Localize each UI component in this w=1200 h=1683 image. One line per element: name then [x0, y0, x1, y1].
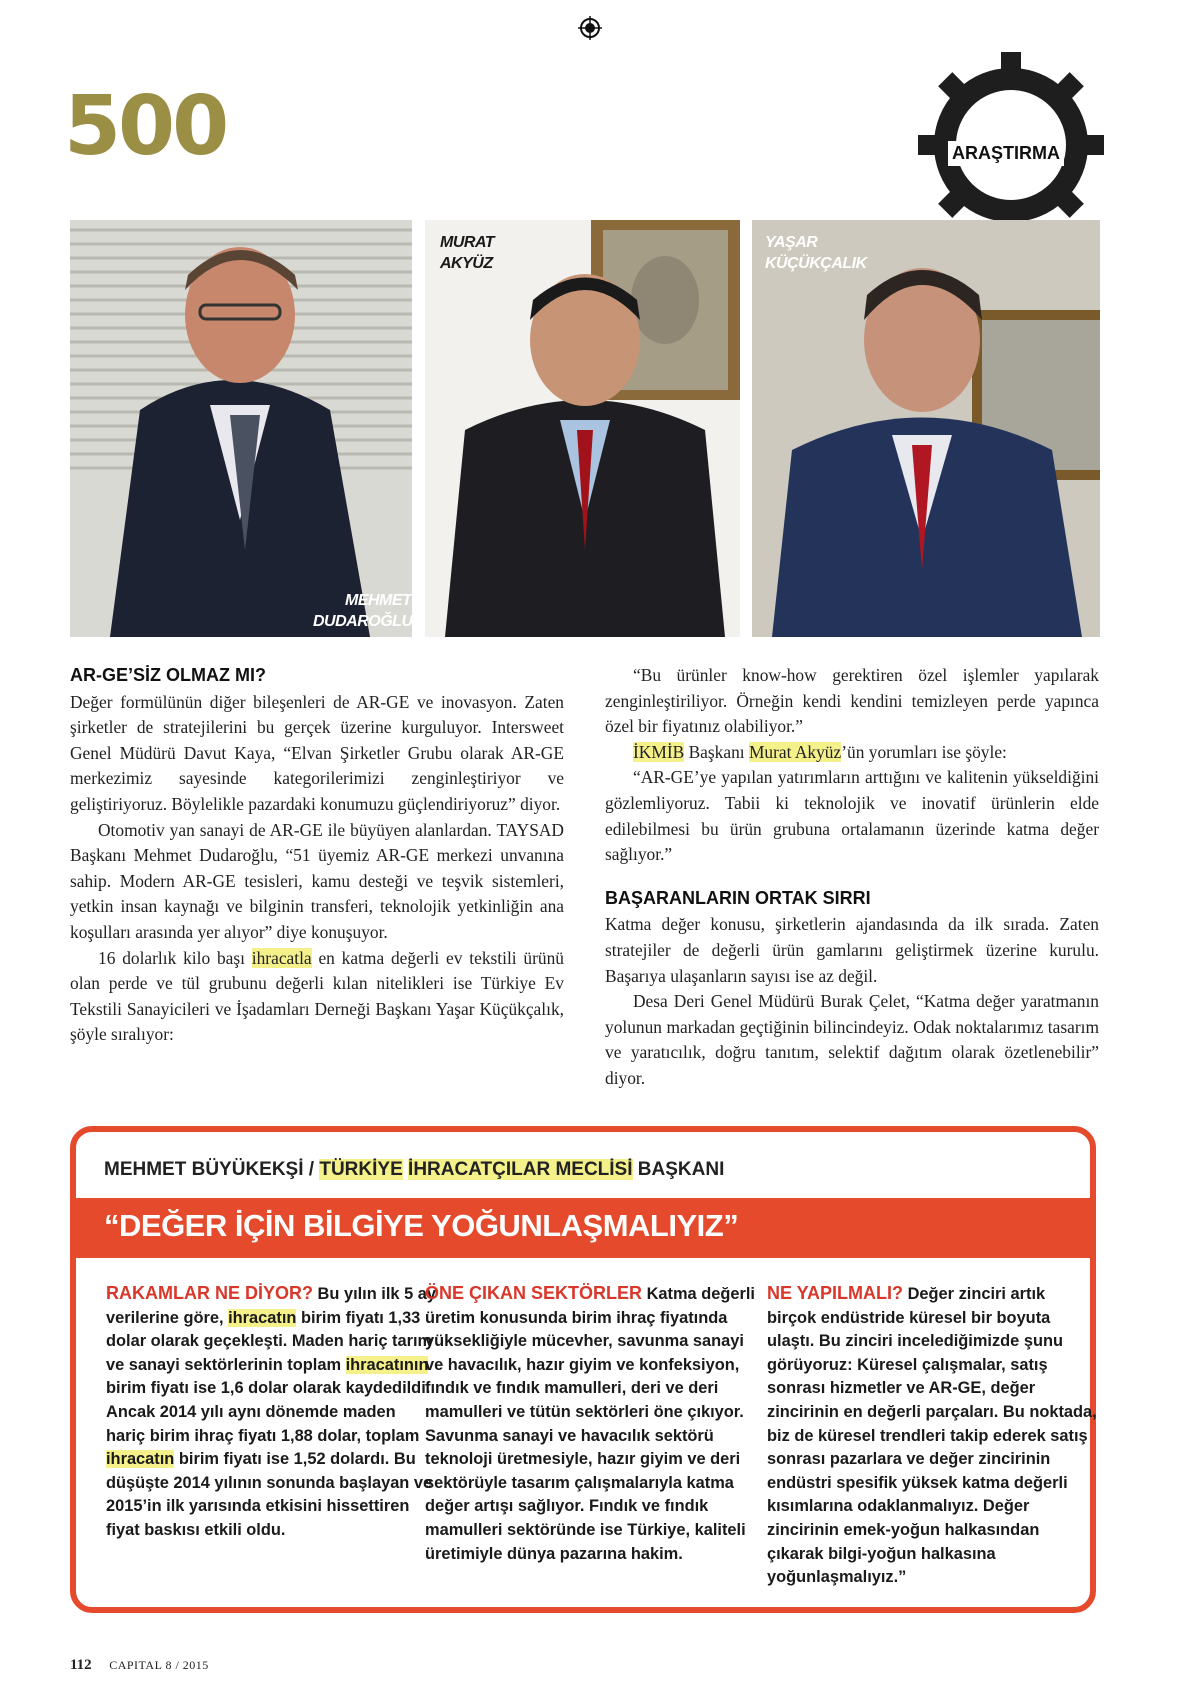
- section-heading: BAŞARANLARIN ORTAK SIRRI: [605, 887, 871, 908]
- caption-line: KÜÇÜKÇALIK: [765, 255, 867, 272]
- person-role: BAŞKANI: [632, 1159, 725, 1180]
- article-column-right: [605, 663, 1099, 1092]
- text-run: Katma değerli üretim konusunda birim ihraç fiyatında yüksekliğiyle mücevher, savunma sanayi ve havacılık, hazır giyim ve konfeksiyon, fındık ve fındık mamulleri, deri ve deri mamulleri ve tütün sektörleri öne çıkıyor. Savunma sanayi ve havacılık sektörü teknoloji üretmesiyle, hazır giyim ve deri sektörüyle tasarım çalışmalarıyla katma değer artışı sağlıyor. Fındık ve fındık mamulleri sektöründe ise Türkiye, kaliteli üretimiyle dünya pazarına hakim.: [425, 1285, 755, 1563]
- section-number: 500: [64, 79, 227, 174]
- paragraph: Değer formülünün diğer bileşenleri de AR-GE ve inovasyon. Zaten şirketler de stratejilerini bu gerçek üzerine kurguluyor. Intersweet Genel Müdürü Davut Kaya, “Elvan Şirketler Grubu olarak AR-GE merkezimiz sayesinde kategorilerimizi zenginleştiriyor ve geliştiriyoruz. Böylelikle pazardaki konumuzu güçlendiriyoruz” diyor.: [70, 691, 564, 814]
- highlighted-text: ihracatın: [106, 1450, 175, 1469]
- box-column-1: [106, 1282, 436, 1543]
- paragraph: Katma değer konusu, şirketlerin ajandasında da ilk sırada. Zaten stratejiler de değerli ürün gamlarını geliştirmek üzerine kurulu. Başarıya ulaşanların sayısı ise az değil.: [605, 914, 1099, 986]
- highlighted-text: ihracatla: [251, 947, 312, 968]
- photo-yasar-kucukcalik: [752, 220, 1100, 637]
- box-column-heading: NE YAPILMALI?: [767, 1283, 904, 1303]
- person-name: MEHMET BÜYÜKEKŞİ: [104, 1159, 304, 1180]
- photo-caption-1: [345, 590, 411, 611]
- box-column-3: [767, 1282, 1097, 1590]
- highlighted-text: ihracatının: [345, 1355, 429, 1374]
- interview-title: “DEĞER İÇİN BİLGİYE YOĞUNLAŞMALIYIZ”: [104, 1208, 739, 1243]
- registration-mark-icon: [578, 16, 602, 40]
- photo-mehmet-dudaroglu: [70, 220, 412, 637]
- article-column-left: [70, 663, 564, 1048]
- highlighted-text: ihracatın: [228, 1308, 297, 1327]
- text-run: birim fiyatı ise 1,6 dolar olarak kaydedildi. Ancak 2014 yılı aynı dönemde maden hariç birim ihraç fiyatı 1,88 dolar, toplam: [106, 1379, 431, 1445]
- text-run: ’ün yorumları ise şöyle:: [841, 741, 1007, 762]
- paragraph: “AR-GE’ye yapılan yatırımların arttığını ve kalitenin yükseldiğini gözlemliyoruz. Tabii ki teknolojik ve inovatif ürünlerin elde edilebilmesi bu ürün grubuna ortalamanın üzerinde katma değer sağlıyor.”: [605, 767, 1099, 865]
- box-column-2: [425, 1282, 755, 1566]
- text-run: en katma değerli ev tekstili ürünü olan perde ve tül grubunu değerli kılan nitelikleri ise Türkiye Ev Tekstili Sanayicileri ve İşadamları Derneği Başkanı Yaşar Küçükçalık, şöyle sıralıyor:: [70, 947, 564, 1045]
- caption-line: MEHMET: [345, 592, 412, 609]
- photo-caption-1b: [313, 611, 413, 632]
- separator: /: [303, 1159, 320, 1180]
- paragraph: [605, 740, 1099, 766]
- paragraph: “Bu ürünler know-how gerektiren özel işlemler yapılarak zenginleştiriliyor. Örneğin kendi kendini temizleyen perde yapınca özel bir fiyatınız olabiliyor.”: [605, 665, 1099, 737]
- section-heading: AR-GE’SİZ OLMAZ MI?: [70, 665, 266, 685]
- highlighted-text: İKMİB: [633, 741, 685, 762]
- text-run: birim fiyatı ise 1,52 dolardı. Bu düşüşte 2014 yılının sonunda başlayan ve 2015’in ilk yarısında etkisini hissettiren fiyat baskısı etkili oldu.: [106, 1450, 433, 1539]
- paragraph: Otomotiv yan sanayi de AR-GE ile büyüyen alanlardan. TAYSAD Başkanı Mehmet Dudaroğlu, “51 üyemiz AR-GE merkezi unvanına sahip. Modern AR-GE tesisleri, kamu desteği ve teşvik sistemleri, yetkin insan kaynağı ve bilginin transferi, teknolojik yetkinliğin ana koşulları arasında yer alıyor” diye konuşuyor.: [70, 819, 564, 942]
- caption-line: DUDAROĞLU: [313, 613, 413, 630]
- text-run: birim fiyatı 1,33 dolar olarak geçekleşti. Maden hariç tarım ve sanayi sektörlerinin toplam: [106, 1308, 433, 1374]
- page-number: 112: [70, 1657, 92, 1673]
- page-footer: [70, 1657, 209, 1674]
- box-column-heading: ÖNE ÇIKAN SEKTÖRLER: [425, 1283, 643, 1303]
- photo-caption-2: [440, 232, 494, 274]
- section-label: ARAŞTIRMA: [948, 141, 1064, 166]
- text-run: Değer zinciri artık birçok endüstride küresel bir boyuta ulaştı. Bu zinciri incelediğimizde şunu görüyoruz: Küresel çalışmalar, satış sonrası hizmetler ve AR-GE, değer zincirinin en değerli parçaları. Bu noktada, biz de küresel trendleri takip ederek satış sonrası pazarlara ve değer zincirinin endüstri spesifik yüksek katma değerli kısımlarına odaklanmalıyız. Değer zincirinin emek-yoğun halkasından çıkarak bilgi-yoğun halkasına yoğunlaşmalıyız.”: [767, 1285, 1097, 1587]
- highlighted-text: TÜRKİYE: [319, 1159, 403, 1180]
- magazine-issue: CAPITAL 8 / 2015: [109, 1658, 209, 1672]
- photo-murat-akyuz: [425, 220, 740, 637]
- paragraph: [70, 946, 564, 1048]
- caption-line: AKYÜZ: [440, 255, 493, 272]
- interview-byline: [104, 1159, 724, 1181]
- caption-line: MURAT: [440, 234, 495, 251]
- caption-line: YAŞAR: [765, 234, 818, 251]
- paragraph: Desa Deri Genel Müdürü Burak Çelet, “Katma değer yaratmanın yolunun markadan geçtiğinin bilincindeyiz. Odak noktalarımız tasarım ve yaratıcılık, doğru tanıtım, selektif dağıtım olarak özetlenebilir” diyor.: [605, 991, 1099, 1088]
- text-run: Bu yılın ilk 5 ay verilerine göre,: [106, 1285, 436, 1327]
- text-run: Başkanı: [684, 741, 749, 762]
- highlighted-text: İHRACATÇILAR MECLİSİ: [408, 1159, 633, 1180]
- text-run: 16 dolarlık kilo başı: [98, 947, 252, 968]
- box-column-heading: RAKAMLAR NE DİYOR?: [106, 1283, 313, 1303]
- photo-caption-3: [765, 232, 867, 274]
- highlighted-text: Murat Akyüz: [748, 741, 842, 762]
